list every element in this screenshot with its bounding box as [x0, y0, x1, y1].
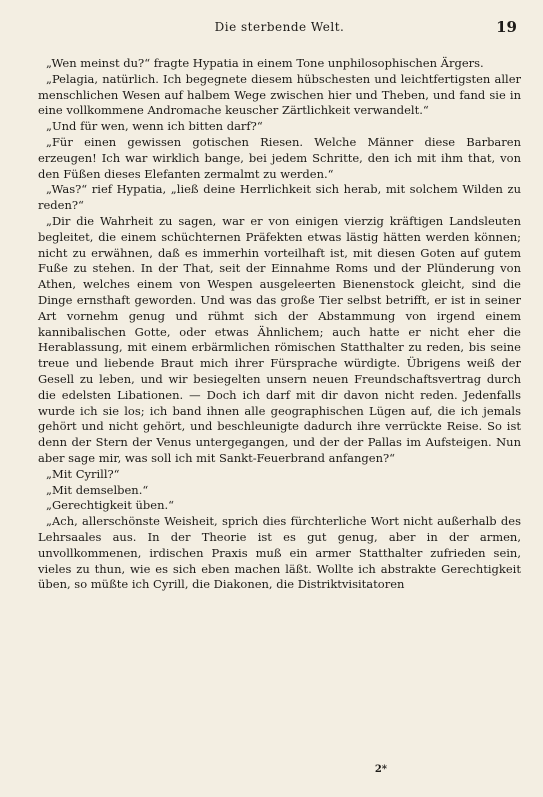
paragraph: „Pelagia, natürlich. Ich begegnete diesem hübschesten und leichtfertigsten aller menschlichen Wesen auf halbem Wege zwischen hier und Theben, und fand sie in eine vollkommene Andromache keuscher Zärtlichkeit verwandelt.“ — [38, 71, 521, 118]
paragraph: „Für einen gewissen gotischen Riesen. Welche Männer diese Barbaren erzeugen! Ich war wirklich bange, bei jedem Schritte, den ich mit ihm that, von den Füßen dieses Elefanten zermalmt zu werden.“ — [38, 134, 521, 181]
running-title: Die sterbende Welt. — [214, 20, 345, 34]
paragraph: „Gerechtigkeit üben.“ — [46, 498, 175, 513]
paragraph: „Und für wen, wenn ich bitten darf?“ — [46, 119, 263, 134]
signature-mark: 2* — [374, 764, 387, 775]
body-text — [38, 56, 521, 593]
paragraph: „Mit Cyrill?“ — [46, 466, 120, 481]
running-head — [38, 20, 521, 46]
paragraph: „Ach, allerschönste Weisheit, sprich dies fürchterliche Wort nicht außerhalb des Lehrsaales aus. In der Theorie ist es gut genug, aber in der armen, unvollkommenen, irdischen Praxis muß ein armer Statthalter zufrieden sein, vieles zu thun, wie es sich eben machen läßt. Wollte ich abstrakte Gerechtigkeit üben, so müßte ich Cyrill, die Diakonen, die Distriktvisitatoren — [38, 514, 521, 592]
paragraph: „Was?“ rief Hypatia, „ließ deine Herrlichkeit sich herab, mit solchem Wilden zu reden?“ — [38, 182, 521, 213]
page-number: 19 — [496, 18, 517, 36]
paragraph: „Wen meinst du?“ fragte Hypatia in einem Tone unphilosophischen Ärgers. — [46, 56, 484, 70]
paragraph: „Dir die Wahrheit zu sagen, war er von einigen vierzig kräftigen Landsleuten begleitet, die einem schüchternen Präfekten etwas lästig hätten werden können; nicht zu erwähnen, daß es immerhin vorteilhaft ist, mit diesen Goten auf gutem Fuße zu stehen. In der That, seit der Einnahme Roms und der Plünderung von Athen, welches einem von Wespen ausgeleerten Bienenstock gleicht, sind die Dinge ernsthaft geworden. Und was das große Tier selbst betrifft, er ist in seiner Art vornehm genug und rühmt sich der Abstammung von irgend einem kannibalischen Gotte, oder etwas Ähnlichem; auch hatte er nicht eher die Herablassung, mit einem erbärmlichen römischen Statthalter zu reden, bis seine treue und liebende Braut mich ihrer Fürsprache würdigte. Übrigens weiß der Gesell zu leben, und wir besiegelten unsern neuen Freundschaftsvertrag durch die edelsten Libationen. — Doch ich darf mit dir davon nicht reden. Jedenfalls wurde ich sie los; ich band ihnen alle geographischen Lügen auf, die ich jemals gehört und nicht gehört, und beschleunigte dadurch ihre verrückte Reise. So ist denn der Stern der Venus untergegangen, und der der Pallas im Aufsteigen. Nun aber sage mir, was soll ich mit Sankt-Feuerbrand anfangen?“ — [38, 213, 521, 465]
paragraph: „Mit demselben.“ — [46, 482, 149, 497]
